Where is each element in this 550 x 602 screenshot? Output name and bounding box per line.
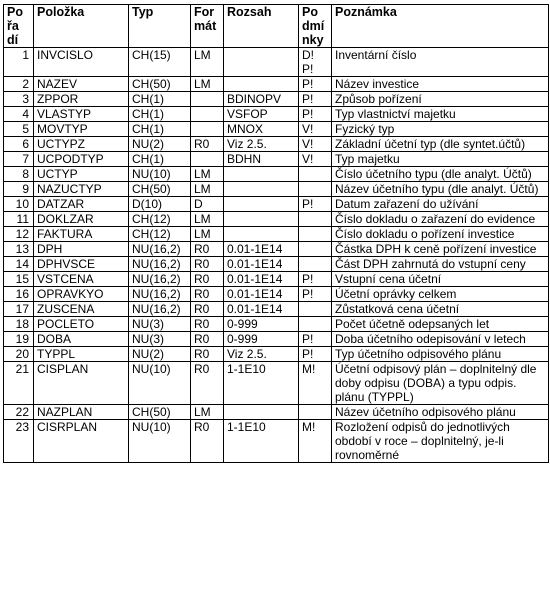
cell-podminky	[299, 302, 332, 317]
cell-podminky: P!	[299, 332, 332, 347]
cell-format: LM	[191, 167, 224, 182]
cell-polozka: UCTYPZ	[34, 137, 129, 152]
table-row	[4, 137, 549, 152]
cell-typ: D(10)	[129, 197, 191, 212]
cell-typ: CH(50)	[129, 182, 191, 197]
cell-podminky: P!	[299, 77, 332, 92]
header-row	[4, 5, 549, 48]
cell-podminky	[299, 242, 332, 257]
cell-polozka: DPH	[34, 242, 129, 257]
cell-polozka: CISRPLAN	[34, 420, 129, 463]
cell-podminky	[299, 182, 332, 197]
cell-polozka: DOBA	[34, 332, 129, 347]
cell-polozka: VSTCENA	[34, 272, 129, 287]
cell-format: R0	[191, 137, 224, 152]
table-row	[4, 92, 549, 107]
table-row	[4, 77, 549, 92]
cell-podminky	[299, 212, 332, 227]
table-row	[4, 182, 549, 197]
table-row	[4, 257, 549, 272]
cell-format: R0	[191, 362, 224, 405]
cell-typ: CH(50)	[129, 405, 191, 420]
cell-poznamka: Základní účetní typ (dle syntet.účtů)	[332, 137, 549, 152]
cell-typ: CH(15)	[129, 48, 191, 77]
cell-typ: CH(12)	[129, 227, 191, 242]
cell-rozsah: VSFOP	[224, 107, 299, 122]
cell-podminky: M!	[299, 362, 332, 405]
cell-format: R0	[191, 272, 224, 287]
cell-poradi: 8	[4, 167, 34, 182]
cell-format: R0	[191, 332, 224, 347]
cell-rozsah	[224, 167, 299, 182]
cell-format: R0	[191, 347, 224, 362]
cell-podminky: V!	[299, 152, 332, 167]
cell-polozka: TYPPL	[34, 347, 129, 362]
cell-poznamka: Způsob pořízení	[332, 92, 549, 107]
cell-poznamka: Číslo účetního typu (dle analyt. Účtů)	[332, 167, 549, 182]
table-row	[4, 152, 549, 167]
header-poradi: Po řa dí	[4, 5, 34, 48]
table-row	[4, 302, 549, 317]
table-row	[4, 227, 549, 242]
table-row	[4, 317, 549, 332]
cell-polozka: DATZAR	[34, 197, 129, 212]
cell-rozsah: 0.01-1E14	[224, 272, 299, 287]
cell-rozsah: 1-1E10	[224, 420, 299, 463]
cell-rozsah: 0.01-1E14	[224, 242, 299, 257]
cell-typ: NU(16,2)	[129, 287, 191, 302]
cell-polozka: FAKTURA	[34, 227, 129, 242]
header-rozsah: Rozsah	[224, 5, 299, 48]
cell-rozsah	[224, 197, 299, 212]
cell-rozsah	[224, 227, 299, 242]
cell-rozsah: 0.01-1E14	[224, 257, 299, 272]
cell-poradi: 19	[4, 332, 34, 347]
cell-podminky: P!	[299, 92, 332, 107]
cell-poradi: 23	[4, 420, 34, 463]
cell-poradi: 15	[4, 272, 34, 287]
cell-polozka: VLASTYP	[34, 107, 129, 122]
cell-podminky: P!	[299, 107, 332, 122]
cell-typ: CH(1)	[129, 107, 191, 122]
cell-poznamka: Část DPH zahrnutá do vstupní ceny	[332, 257, 549, 272]
cell-poznamka: Název účetního typu (dle analyt. Účtů)	[332, 182, 549, 197]
cell-typ: NU(2)	[129, 347, 191, 362]
cell-typ: NU(16,2)	[129, 272, 191, 287]
cell-polozka: OPRAVKYO	[34, 287, 129, 302]
header-poznamka: Poznámka	[332, 5, 549, 48]
cell-rozsah: 0-999	[224, 317, 299, 332]
cell-typ: NU(16,2)	[129, 302, 191, 317]
cell-podminky	[299, 405, 332, 420]
cell-poznamka: Datum zařazení do užívání	[332, 197, 549, 212]
cell-polozka: MOVTYP	[34, 122, 129, 137]
cell-poradi: 11	[4, 212, 34, 227]
cell-format: LM	[191, 182, 224, 197]
cell-podminky: V!	[299, 137, 332, 152]
table-row	[4, 242, 549, 257]
cell-rozsah: BDINOPV	[224, 92, 299, 107]
cell-podminky	[299, 257, 332, 272]
cell-polozka: NAZPLAN	[34, 405, 129, 420]
cell-typ: CH(1)	[129, 92, 191, 107]
table-row	[4, 362, 549, 405]
cell-typ: CH(12)	[129, 212, 191, 227]
cell-format: LM	[191, 405, 224, 420]
cell-typ: NU(3)	[129, 317, 191, 332]
cell-podminky: V!	[299, 122, 332, 137]
cell-polozka: CISPLAN	[34, 362, 129, 405]
cell-poradi: 10	[4, 197, 34, 212]
cell-poradi: 20	[4, 347, 34, 362]
table-body	[4, 48, 549, 463]
cell-poznamka: Částka DPH k ceně pořízení investice	[332, 242, 549, 257]
cell-rozsah: 0.01-1E14	[224, 302, 299, 317]
cell-poradi: 17	[4, 302, 34, 317]
cell-poradi: 21	[4, 362, 34, 405]
cell-typ: NU(3)	[129, 332, 191, 347]
table-row	[4, 48, 549, 77]
cell-rozsah: MNOX	[224, 122, 299, 137]
cell-podminky	[299, 167, 332, 182]
cell-rozsah: Viz 2.5.	[224, 137, 299, 152]
cell-podminky: D! P!	[299, 48, 332, 77]
cell-poznamka: Doba účetního odepisování v letech	[332, 332, 549, 347]
cell-podminky: M!	[299, 420, 332, 463]
cell-poznamka: Zůstatková cena účetní	[332, 302, 549, 317]
cell-format: LM	[191, 77, 224, 92]
cell-rozsah: Viz 2.5.	[224, 347, 299, 362]
cell-poznamka: Rozložení odpisů do jednotlivých období v roce – doplnitelný, je-li rovnoměrné	[332, 420, 549, 463]
cell-poradi: 16	[4, 287, 34, 302]
cell-podminky: P!	[299, 272, 332, 287]
cell-podminky	[299, 317, 332, 332]
cell-typ: NU(16,2)	[129, 257, 191, 272]
cell-poznamka: Vstupní cena účetní	[332, 272, 549, 287]
field-definition-table	[3, 4, 549, 463]
cell-rozsah: BDHN	[224, 152, 299, 167]
cell-format: R0	[191, 302, 224, 317]
cell-rozsah	[224, 182, 299, 197]
cell-format	[191, 122, 224, 137]
cell-format: R0	[191, 420, 224, 463]
table-row	[4, 107, 549, 122]
cell-polozka: NAZEV	[34, 77, 129, 92]
cell-format: R0	[191, 242, 224, 257]
cell-typ: CH(1)	[129, 122, 191, 137]
cell-typ: NU(16,2)	[129, 242, 191, 257]
table-row	[4, 332, 549, 347]
cell-poznamka: Číslo dokladu o zařazení do evidence	[332, 212, 549, 227]
cell-rozsah: 0-999	[224, 332, 299, 347]
cell-podminky: P!	[299, 197, 332, 212]
table-row	[4, 405, 549, 420]
cell-polozka: INVCISLO	[34, 48, 129, 77]
cell-poradi: 18	[4, 317, 34, 332]
cell-poznamka: Název investice	[332, 77, 549, 92]
cell-format	[191, 92, 224, 107]
table-row	[4, 197, 549, 212]
cell-poradi: 5	[4, 122, 34, 137]
cell-polozka: POCLETO	[34, 317, 129, 332]
cell-poznamka: Číslo dokladu o pořízení investice	[332, 227, 549, 242]
cell-poznamka: Inventární číslo	[332, 48, 549, 77]
cell-polozka: NAZUCTYP	[34, 182, 129, 197]
cell-typ: NU(10)	[129, 362, 191, 405]
header-typ: Typ	[129, 5, 191, 48]
header-format: For mát	[191, 5, 224, 48]
cell-poradi: 13	[4, 242, 34, 257]
cell-poznamka: Typ majetku	[332, 152, 549, 167]
cell-poradi: 4	[4, 107, 34, 122]
cell-poznamka: Typ účetního odpisového plánu	[332, 347, 549, 362]
cell-format	[191, 152, 224, 167]
table-row	[4, 212, 549, 227]
cell-poradi: 3	[4, 92, 34, 107]
cell-format: D	[191, 197, 224, 212]
cell-polozka: DOKLZAR	[34, 212, 129, 227]
cell-rozsah	[224, 212, 299, 227]
cell-poznamka: Fyzický typ	[332, 122, 549, 137]
table-row	[4, 347, 549, 362]
cell-rozsah: 0.01-1E14	[224, 287, 299, 302]
cell-typ: NU(2)	[129, 137, 191, 152]
cell-format: LM	[191, 212, 224, 227]
cell-podminky: P!	[299, 287, 332, 302]
table-row	[4, 420, 549, 463]
cell-poznamka: Počet účetně odepsaných let	[332, 317, 549, 332]
cell-format: LM	[191, 48, 224, 77]
cell-poradi: 22	[4, 405, 34, 420]
cell-poradi: 6	[4, 137, 34, 152]
cell-poradi: 2	[4, 77, 34, 92]
cell-podminky	[299, 227, 332, 242]
cell-typ: CH(1)	[129, 152, 191, 167]
cell-poradi: 9	[4, 182, 34, 197]
cell-rozsah	[224, 48, 299, 77]
cell-polozka: UCPODTYP	[34, 152, 129, 167]
cell-rozsah	[224, 77, 299, 92]
cell-polozka: UCTYP	[34, 167, 129, 182]
cell-polozka: ZPPOR	[34, 92, 129, 107]
cell-rozsah: 1-1E10	[224, 362, 299, 405]
cell-format: LM	[191, 227, 224, 242]
cell-format	[191, 107, 224, 122]
cell-format: R0	[191, 317, 224, 332]
table-row	[4, 167, 549, 182]
cell-poradi: 14	[4, 257, 34, 272]
cell-poradi: 1	[4, 48, 34, 77]
cell-format: R0	[191, 287, 224, 302]
cell-polozka: DPHVSCE	[34, 257, 129, 272]
cell-poznamka: Účetní odpisový plán – doplnitelný dle doby odpisu (DOBA) a typu odpis. plánu (TYPPL)	[332, 362, 549, 405]
cell-polozka: ZUSCENA	[34, 302, 129, 317]
cell-format: R0	[191, 257, 224, 272]
cell-typ: NU(10)	[129, 167, 191, 182]
cell-typ: CH(50)	[129, 77, 191, 92]
cell-rozsah	[224, 405, 299, 420]
cell-poznamka: Účetní oprávky celkem	[332, 287, 549, 302]
cell-podminky: P!	[299, 347, 332, 362]
cell-poznamka: Název účetního odpisového plánu	[332, 405, 549, 420]
cell-poradi: 7	[4, 152, 34, 167]
table-row	[4, 122, 549, 137]
table-row	[4, 287, 549, 302]
header-podminky: Po dmí nky	[299, 5, 332, 48]
cell-poradi: 12	[4, 227, 34, 242]
table-row	[4, 272, 549, 287]
cell-typ: NU(10)	[129, 420, 191, 463]
header-polozka: Položka	[34, 5, 129, 48]
cell-poznamka: Typ vlastnictví majetku	[332, 107, 549, 122]
